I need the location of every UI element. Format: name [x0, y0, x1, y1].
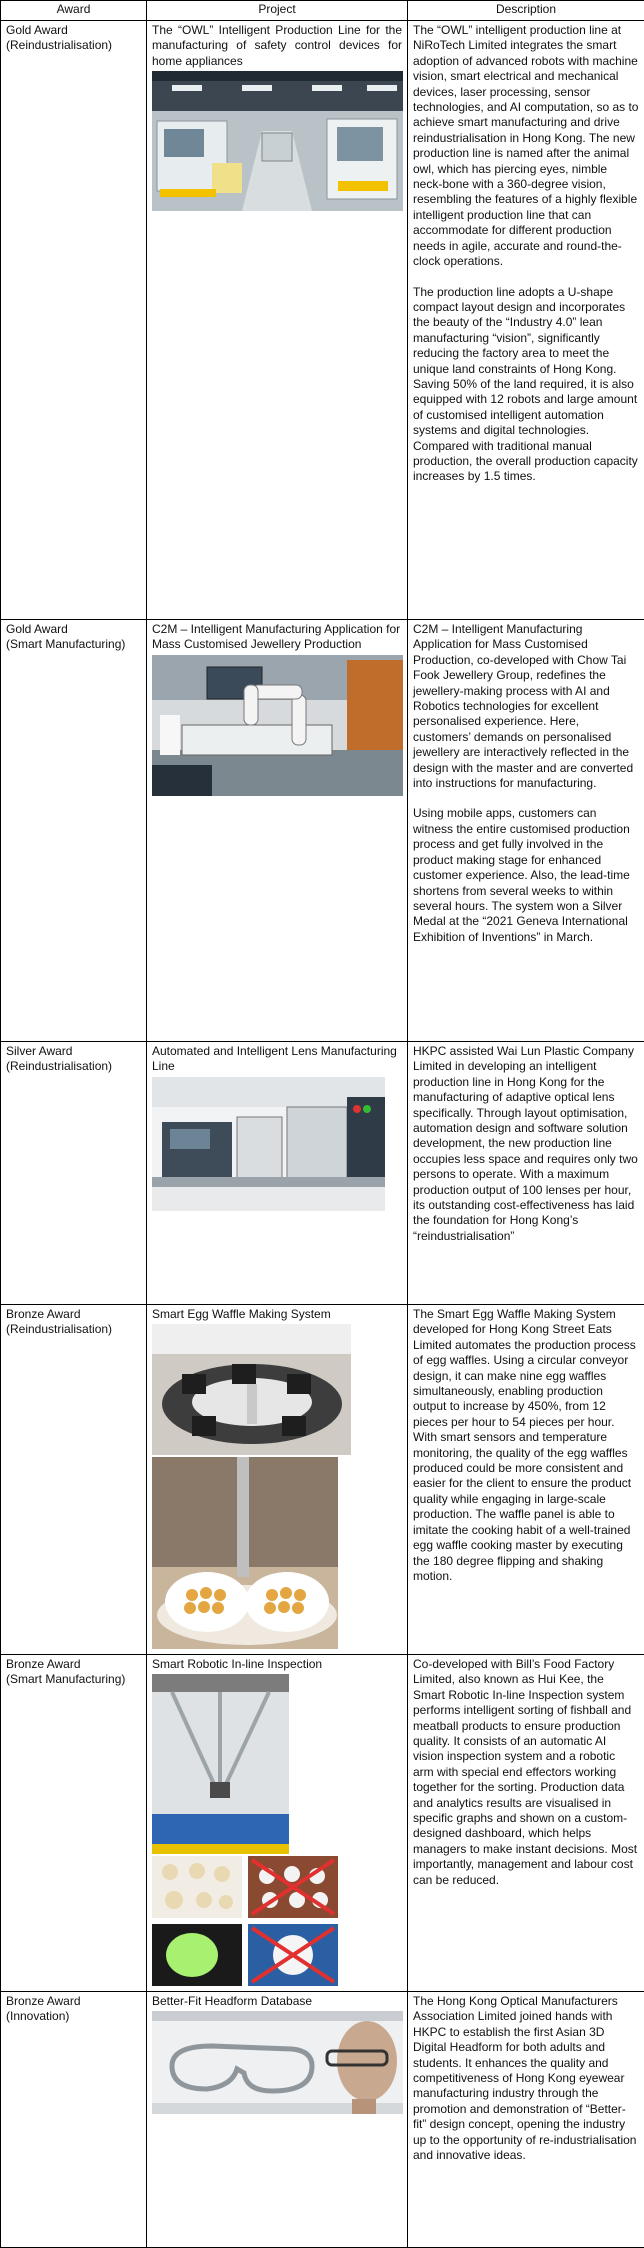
robot-arm-photo: [152, 655, 403, 796]
table-row: [1, 620, 644, 1042]
award-level: Bronze Award: [6, 1307, 141, 1322]
table-row: [1, 1992, 644, 2248]
description-cell: [408, 21, 644, 620]
headform-photo: [152, 2011, 403, 2114]
table-row: [1, 1655, 644, 1992]
description-paragraph: C2M – Intelligent Manufacturing Application for Mass Customised Production, co-developed with Chow Tai Fook Jewellery Group, redefines the jewellery-making process with AI and Robotics technologies for excellent personalised experience. Here, customers’ demands on personalised jewellery are interactively reflected in the design with the master and are converted into instructions for manufacturing.: [413, 622, 639, 791]
description-paragraph: The production line adopts a U-shape compact layout design and incorporates the beauty of the “Industry 4.0” lean manufacturing “vision”, significantly reducing the factory area to meet the unique land constraints of Hong Kong. Saving 50% of the land required, it is also equipped with 12 robots and large amount of customised intelligent automation systems and digital technologies. Compared with traditional manual production, the overall production capacity increases by 1.5 times.: [413, 285, 639, 485]
project-cell: [147, 1042, 408, 1305]
project-title: Smart Egg Waffle Making System: [152, 1307, 402, 1322]
description-paragraph: The Hong Kong Optical Manufacturers Association Limited joined hands with HKPC to establish the first Asian 3D Digital Headform for both adults and students. It enhances the quality and competitiveness of Hong Kong eyewear manufacturing industry through the promotion and demonstration of “Better-fit” design concept, opening the industry up to the opportunity of re-industrialisation and innovative ideas.: [413, 1994, 639, 2163]
egg-waffle-photo: [152, 1457, 338, 1649]
award-category: (Smart Manufacturing): [6, 637, 141, 652]
inspection-grid-photo: [152, 1856, 338, 1986]
award-category: (Reindustrialisation): [6, 1059, 141, 1074]
award-category: (Reindustrialisation): [6, 1322, 141, 1337]
description-paragraph: Co-developed with Bill’s Food Factory Limited, also known as Hui Kee, the Smart Robotic In-line Inspection system performs intelligent sorting of fishball and meatball products to ensure production quality. It consists of an automatic AI vision inspection system and a robotic arm with special end effectors working together for the sorting. Production data and analytics results are visualised in specific graphs and shown on a custom-designed dashboard, which helps managers to make instant decisions. Most importantly, management and labour cost can be reduced.: [413, 1657, 639, 1888]
description-paragraph: The “OWL” intelligent production line at NiRoTech Limited integrates the smart adoption of advanced robots with machine vision, smart electrical and mechanical devices, laser processing, sensor technologies, and AI computation, so as to achieve smart manufacturing and drive reindustrialisation in Hong Kong. The new production line is named after the animal owl, which has piercing eyes, nimble neck-bone with a 360-degree vision, resembling the features of a highly flexible intelligent production line that can accommodate for different production needs in agile, accurate and round-the-clock operations.: [413, 23, 639, 270]
award-cell: [1, 1042, 147, 1305]
description-cell: [408, 1992, 644, 2248]
waffle-machine-photo: [152, 1324, 351, 1455]
description-column-header: Description: [408, 1, 644, 21]
project-column-header: Project: [147, 1, 408, 21]
description-cell: [408, 620, 644, 1042]
award-cell: [1, 21, 147, 620]
project-title: Automated and Intelligent Lens Manufacturing Line: [152, 1044, 402, 1075]
award-cell: [1, 1992, 147, 2248]
award-level: Gold Award: [6, 622, 141, 637]
project-title: Better-Fit Headform Database: [152, 1994, 402, 2009]
project-cell: [147, 620, 408, 1042]
header-row: [1, 1, 644, 21]
project-cell: [147, 1992, 408, 2248]
award-level: Bronze Award: [6, 1657, 141, 1672]
table-row: [1, 1042, 644, 1305]
award-cell: [1, 1305, 147, 1655]
description-paragraph: Using mobile apps, customers can witness the entire customised production process and get fully involved in the product making stage for enhanced customer experience. Also, the lead-time shortens from several weeks to within several hours. The system won a Silver Medal at the “2021 Geneva International Exhibition of Inventions” in March.: [413, 806, 639, 945]
award-category: (Innovation): [6, 2009, 141, 2024]
award-category: (Reindustrialisation): [6, 38, 141, 53]
award-level: Bronze Award: [6, 1994, 141, 2009]
description-cell: [408, 1655, 644, 1992]
table-row: [1, 21, 644, 620]
description-cell: [408, 1042, 644, 1305]
description-paragraph: The Smart Egg Waffle Making System developed for Hong Kong Street Eats Limited automates the production process of egg waffles. Using a circular conveyor design, it can make nine egg waffles simultaneously, enabling production output to increase by 450%, from 12 pieces per hour to 54 pieces per hour. With smart sensors and temperature monitoring, the quality of the egg waffles produced could be more consistent and easier for the client to ensure the product quality while engaging in large-scale production. The waffle panel is able to imitate the cooking habit of a well-trained egg waffle cooking master by executing the 180 degree flipping and shaking motion.: [413, 1307, 639, 1584]
lens-line-photo: [152, 1077, 385, 1211]
project-title: Smart Robotic In-line Inspection: [152, 1657, 402, 1672]
description-cell: [408, 1305, 644, 1655]
project-cell: [147, 1655, 408, 1992]
production-line-photo: [152, 71, 403, 211]
award-level: Silver Award: [6, 1044, 141, 1059]
award-category: (Smart Manufacturing): [6, 1672, 141, 1687]
award-cell: [1, 1655, 147, 1992]
project-title: C2M – Intelligent Manufacturing Application for Mass Customised Jewellery Production: [152, 622, 402, 653]
award-cell: [1, 620, 147, 1042]
project-title: The “OWL” Intelligent Production Line for the manufacturing of safety control devices for home appliances: [152, 23, 402, 69]
award-level: Gold Award: [6, 23, 141, 38]
table-row: [1, 1305, 644, 1655]
description-paragraph: HKPC assisted Wai Lun Plastic Company Limited in developing an intelligent production line in Hong Kong for the manufacturing of adaptive optical lens specifically. Through layout optimisation, automation design and software solution development, the new production line occupies less space and requires only two persons to operate. With a maximum production output of 100 lenses per hour, its outstanding cost-effectiveness has laid the foundation for Hong Kong’s “reindustrialisation”: [413, 1044, 639, 1244]
project-cell: [147, 1305, 408, 1655]
project-cell: [147, 21, 408, 620]
delta-robot-photo: [152, 1674, 289, 1854]
award-column-header: Award: [1, 1, 147, 21]
